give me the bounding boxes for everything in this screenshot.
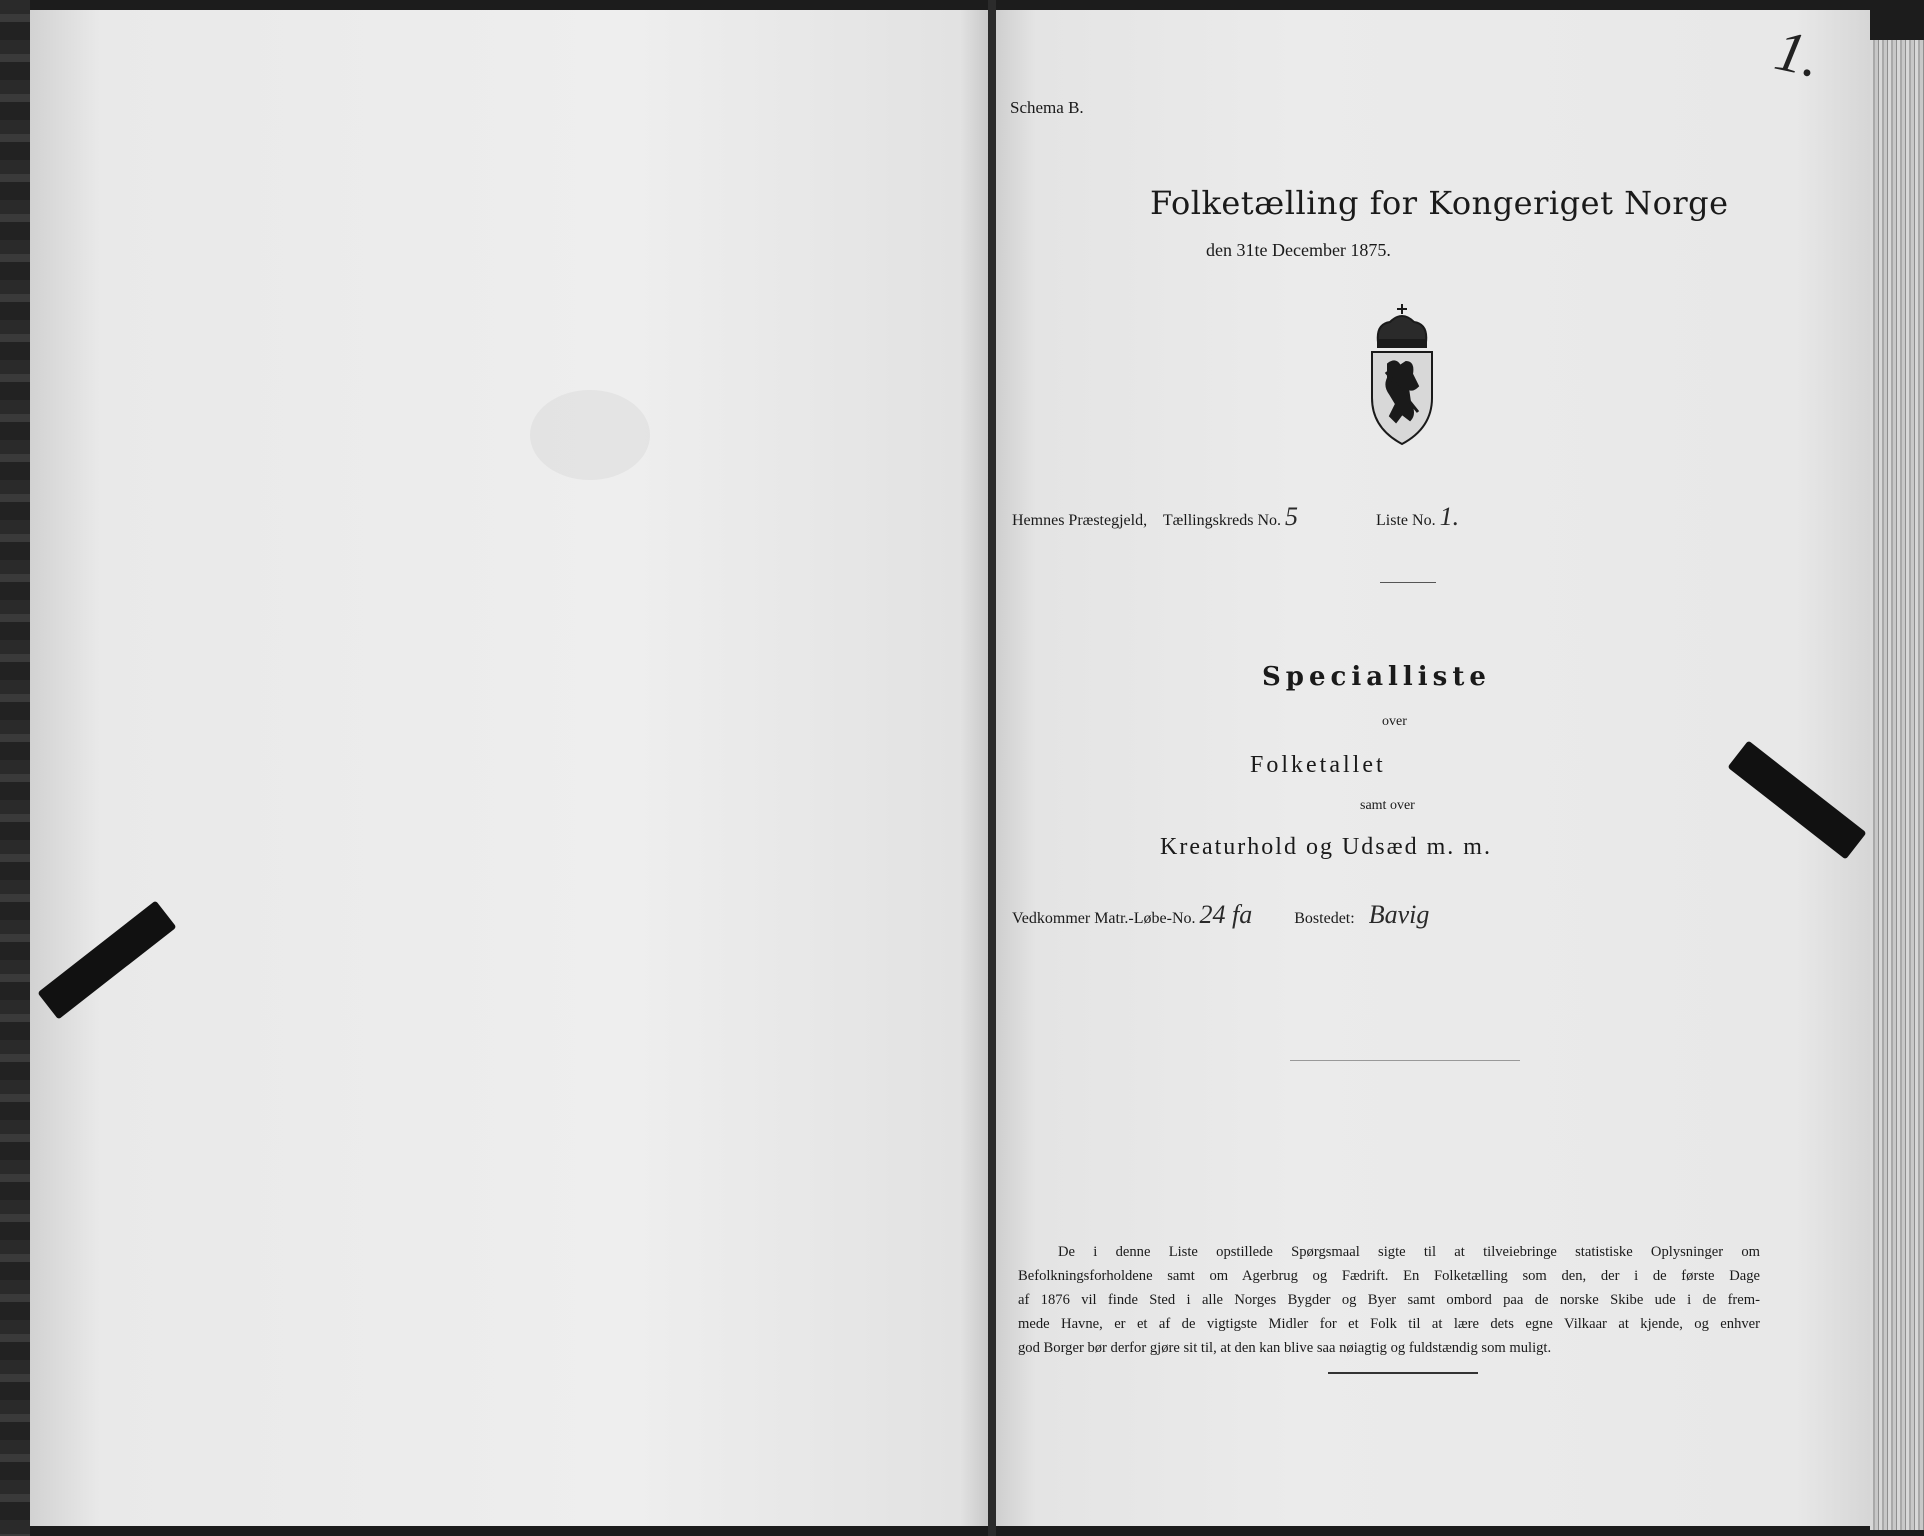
- list-number-handwritten: 1.: [1439, 502, 1460, 531]
- norwegian-coat-of-arms-icon: [1366, 302, 1438, 448]
- samt-over-label: samt over: [1360, 798, 1415, 813]
- census-date: den 31te December 1875.: [1206, 240, 1391, 260]
- book-binding: [988, 0, 996, 1536]
- paragraph-line: De i denne Liste opstillede Spørgsmaal sigte til at tilveiebringe statistiske Oplysninger om: [1058, 1244, 1760, 1260]
- handwritten-page-number: 1.: [1769, 17, 1826, 90]
- paper-stain: [530, 390, 650, 480]
- district-number-handwritten: 5: [1285, 502, 1299, 531]
- matr-label: Vedkommer Matr.-Løbe-No.: [1012, 910, 1196, 927]
- paragraph-line: mede Havne, er et af de vigtigste Midler for et Folk til at lære dets egne Vilkaar at kjende, og enhver: [1018, 1316, 1760, 1332]
- faint-divider-rule: [1290, 1060, 1520, 1061]
- left-page-blank: [30, 10, 988, 1526]
- right-book-edge: [1870, 40, 1924, 1530]
- left-book-edge: [0, 0, 30, 1536]
- schema-label: Schema B.: [1010, 98, 1084, 117]
- bosted-label: Bostedet:: [1294, 910, 1355, 927]
- parish-label: Hemnes Præstegjeld,: [1012, 512, 1148, 529]
- instructions-paragraph: [1018, 1240, 1760, 1360]
- district-label: Tællingskreds No.: [1162, 512, 1282, 529]
- matr-row: [1012, 900, 1429, 930]
- census-title: Folketælling for Kongeriget Norge: [1150, 184, 1729, 222]
- list-label: Liste No.: [1376, 512, 1436, 529]
- paragraph-line: god Borger bør derfor gjøre sit til, at den kan blive saa nøiagtig og fuldstændig som muligt.: [1018, 1340, 1552, 1356]
- divider-rule: [1380, 582, 1436, 583]
- kreaturhold-heading: Kreaturhold og Udsæd m. m.: [1160, 834, 1492, 860]
- over-label: over: [1382, 714, 1407, 729]
- closing-rule: [1328, 1372, 1478, 1374]
- bosted-value-handwritten: Bavig: [1368, 900, 1430, 929]
- matr-value-handwritten: 24 fa: [1199, 900, 1253, 929]
- parish-row: [1012, 502, 1459, 532]
- paragraph-line: Befolkningsforholdene samt om Agerbrug og Fædrift. En Folketælling som den, der i de første Dage: [1018, 1268, 1760, 1284]
- paragraph-line: af 1876 vil finde Sted i alle Norges Bygder og Byer samt ombord paa de norske Skibe ude i de frem-: [1018, 1292, 1760, 1308]
- folketallet-heading: Folketallet: [1250, 752, 1386, 778]
- specialliste-heading: Specialliste: [1262, 662, 1491, 692]
